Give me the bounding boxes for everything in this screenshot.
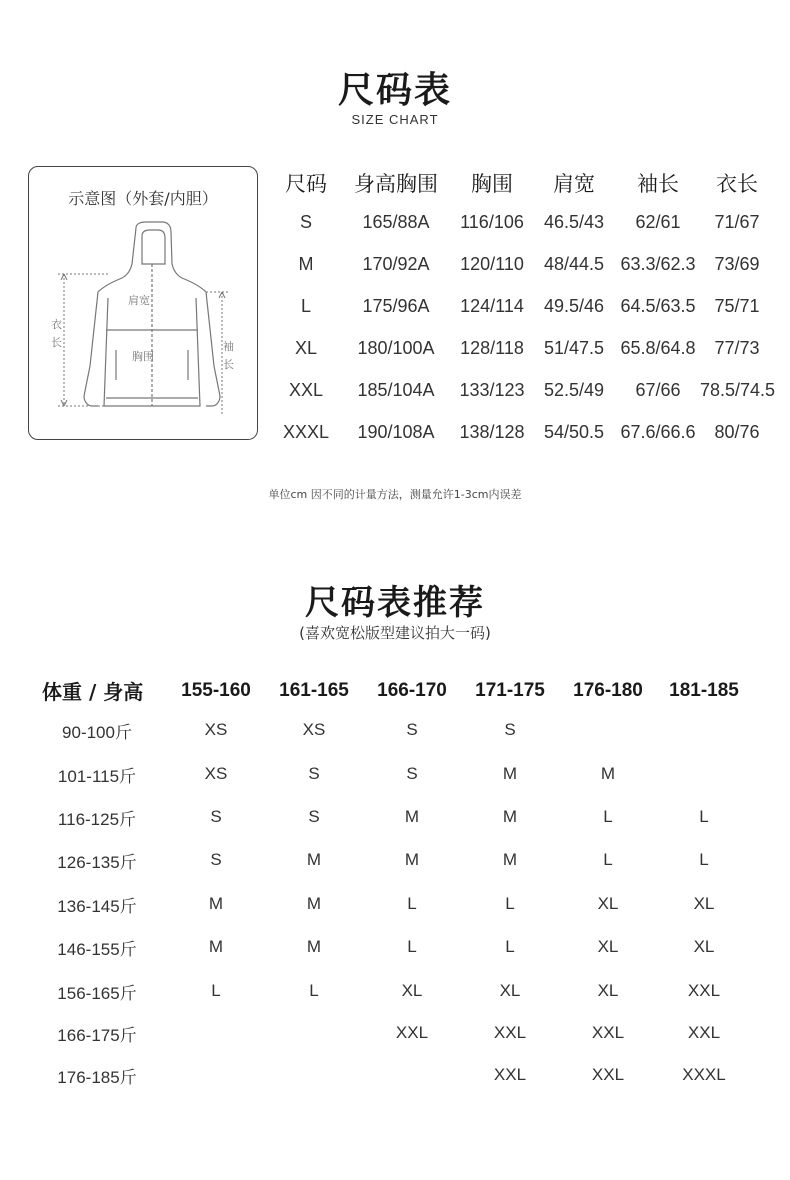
t2-size-cell: M (306, 937, 322, 956)
t2-size-cell: M (502, 850, 518, 869)
t1-cell: 62/61 (635, 212, 681, 232)
t2-size-cell: L (699, 807, 709, 826)
t1-size-label: XXXL (282, 422, 330, 442)
t2-weight-label: 156-165斤 (57, 984, 137, 1003)
t2-size-cell: XXL (395, 1023, 429, 1042)
t2-size-cell: M (404, 850, 420, 869)
t1-cell: 46.5/43 (543, 212, 605, 232)
t2-size-cell: L (505, 894, 515, 913)
t1-cell: 49.5/46 (543, 296, 605, 316)
t1-header-sleeve: 袖长 (637, 172, 679, 196)
t2-size-cell: XL (597, 894, 619, 913)
t2-size-cell: M (306, 894, 322, 913)
t2-size-cell: S (406, 720, 418, 739)
t1-cell: 190/108A (357, 422, 435, 442)
t2-height-header: 155-160 (181, 680, 251, 701)
t2-size-cell: XL (693, 937, 715, 956)
t1-cell: 165/88A (362, 212, 430, 232)
t2-size-cell: XL (597, 981, 619, 1000)
t1-header-chest: 胸围 (471, 172, 513, 196)
t2-size-cell: S (308, 807, 320, 826)
t1-cell: 54/50.5 (543, 422, 605, 442)
t2-size-cell: XXL (493, 1065, 527, 1084)
t1-cell: 175/96A (362, 296, 430, 316)
t1-cell: 77/73 (714, 338, 760, 358)
t2-size-cell: S (308, 764, 320, 783)
t2-size-cell: M (502, 764, 518, 783)
t2-size-cell: L (699, 850, 709, 869)
t1-cell: 71/67 (714, 212, 760, 232)
t2-size-cell: XXL (591, 1023, 625, 1042)
t2-size-cell: L (309, 981, 319, 1000)
recommend-title: 尺码表推荐 (305, 583, 485, 623)
t1-cell: 124/114 (460, 296, 524, 316)
t2-size-cell: XXL (493, 1023, 527, 1042)
t1-header-height-chest: 身高胸围 (354, 172, 438, 196)
measurement-note: 单位cm 因不同的计量方法，测量允许1-3cm内误差 (268, 488, 522, 501)
t1-cell: 67/66 (635, 380, 681, 400)
t2-size-cell: S (210, 807, 222, 826)
t1-cell: 120/110 (460, 254, 524, 274)
t2-size-cell: XS (204, 764, 228, 783)
t2-size-cell: M (306, 850, 322, 869)
diagram-label-shoulder: 肩宽 (128, 294, 150, 307)
t1-size-label: S (299, 212, 312, 232)
t1-cell: 185/104A (357, 380, 435, 400)
t2-height-header: 171-175 (475, 680, 545, 701)
diagram-caption: 示意图（外套/内胆） (68, 189, 218, 208)
t2-size-cell: XL (693, 894, 715, 913)
t2-size-cell: XXL (687, 1023, 721, 1042)
t2-size-cell: S (504, 720, 516, 739)
t1-cell: 80/76 (714, 422, 760, 442)
t2-size-cell: XS (302, 720, 326, 739)
t1-header-shoulder: 肩宽 (553, 172, 595, 196)
size-chart-title: 尺码表 (337, 70, 452, 111)
t2-weight-label: 146-155斤 (57, 940, 137, 959)
t2-size-cell: XL (499, 981, 521, 1000)
t2-height-header: 176-180 (573, 680, 643, 701)
t2-size-cell: S (210, 850, 222, 869)
t1-size-label: XL (294, 338, 318, 358)
t2-size-cell: L (407, 894, 417, 913)
t1-cell: 170/92A (362, 254, 430, 274)
diagram-label-chest: 胸围 (132, 350, 154, 363)
t2-size-cell: L (407, 937, 417, 956)
t2-weight-label: 101-115斤 (57, 767, 137, 786)
t2-size-cell: M (600, 764, 616, 783)
t1-header-length: 衣长 (716, 172, 758, 196)
t2-size-cell: L (603, 850, 613, 869)
t1-cell: 78.5/74.5 (700, 380, 776, 400)
t2-height-header: 161-165 (279, 680, 349, 701)
diagram-label-sleeve: 袖长 (223, 340, 234, 371)
t1-cell: 64.5/63.5 (620, 296, 696, 316)
t2-size-cell: M (404, 807, 420, 826)
t1-cell: 73/69 (714, 254, 760, 274)
t2-size-cell: M (502, 807, 518, 826)
t1-cell: 63.3/62.3 (620, 254, 696, 274)
t2-size-cell: XL (401, 981, 423, 1000)
t1-header-size: 尺码 (285, 172, 327, 196)
t1-cell: 67.6/66.6 (620, 422, 696, 442)
t1-cell: 180/100A (357, 338, 435, 358)
t1-cell: 138/128 (459, 422, 525, 442)
t2-size-cell: M (208, 937, 224, 956)
t1-size-label: L (300, 296, 311, 316)
t2-size-cell: L (505, 937, 515, 956)
t2-height-header: 166-170 (377, 680, 447, 701)
t2-size-cell: XS (204, 720, 228, 739)
t2-weight-label: 136-145斤 (57, 897, 137, 916)
t2-size-cell: XXXL (682, 1065, 726, 1084)
t1-cell: 51/47.5 (543, 338, 605, 358)
t2-weight-label: 90-100斤 (62, 723, 132, 742)
t2-size-cell: XXL (687, 981, 721, 1000)
t1-size-label: XXL (288, 380, 324, 400)
t2-weight-label: 116-125斤 (57, 810, 137, 829)
t2-weight-label: 126-135斤 (57, 853, 137, 872)
t1-cell: 128/118 (460, 338, 524, 358)
t1-cell: 52.5/49 (543, 380, 605, 400)
t1-cell: 48/44.5 (543, 254, 605, 274)
diagram-label-length: 衣长 (51, 318, 62, 349)
t2-size-cell: XL (597, 937, 619, 956)
size-chart-subtitle: SIZE CHART (351, 112, 439, 127)
t2-weight-label: 176-185斤 (57, 1068, 137, 1087)
t1-cell: 75/71 (714, 296, 760, 316)
t2-size-cell: L (603, 807, 613, 826)
t2-height-header: 181-185 (669, 680, 739, 701)
t1-cell: 133/123 (459, 380, 525, 400)
t2-size-cell: L (211, 981, 221, 1000)
t2-size-cell: M (208, 894, 224, 913)
t2-size-cell: XXL (591, 1065, 625, 1084)
t2-weight-label: 166-175斤 (57, 1026, 137, 1045)
t2-corner-header: 体重 / 身高 (42, 680, 144, 704)
t1-cell: 65.8/64.8 (620, 338, 696, 358)
recommend-subtitle: (喜欢宽松版型建议拍大一码) (299, 624, 491, 642)
t1-cell: 116/106 (460, 212, 524, 232)
t1-size-label: M (298, 254, 314, 274)
t2-size-cell: S (406, 764, 418, 783)
